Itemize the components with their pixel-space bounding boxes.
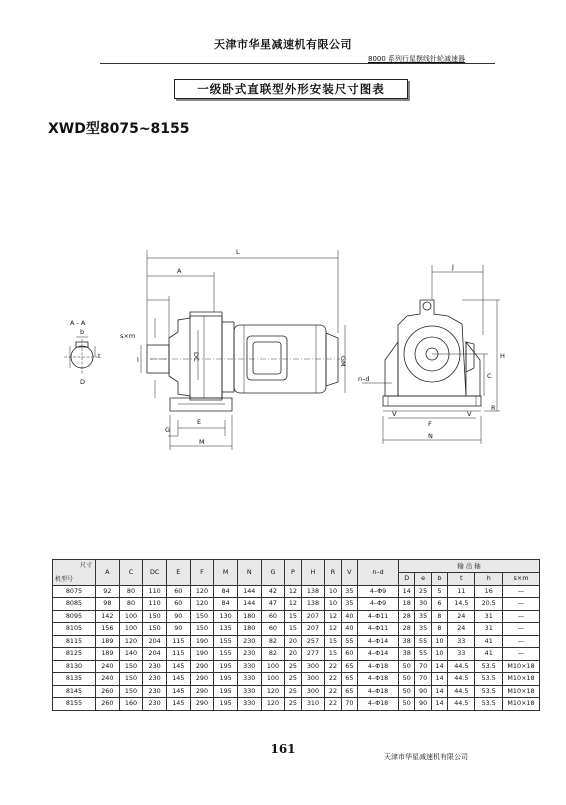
value-cell: 35	[415, 623, 431, 636]
shaft-col-header: s×m	[503, 573, 540, 586]
value-cell: 277	[301, 648, 325, 661]
value-cell: 155	[214, 635, 238, 648]
value-cell: 10	[431, 648, 447, 661]
value-cell: 138	[301, 585, 325, 598]
value-cell: 15	[285, 610, 301, 623]
model-cell: 8155	[53, 698, 96, 711]
col-header: P	[285, 560, 301, 586]
corner-bottom: 机型号	[55, 575, 74, 583]
value-cell: 100	[261, 673, 285, 686]
label-A: A	[177, 267, 182, 275]
col-header: DC	[143, 560, 167, 586]
col-header: G	[261, 560, 285, 586]
value-cell: 40	[341, 610, 357, 623]
shaft-col-header: D	[399, 573, 415, 586]
value-cell: 260	[96, 685, 120, 698]
label-D: D	[80, 378, 86, 386]
value-cell: 38	[399, 635, 415, 648]
value-cell: 60	[261, 610, 285, 623]
table-row	[53, 698, 540, 711]
value-cell: 16	[475, 585, 503, 598]
value-cell: 150	[143, 623, 167, 636]
value-cell: 11	[448, 585, 475, 598]
value-cell: 180	[237, 623, 261, 636]
label-V1: V	[392, 410, 397, 418]
value-cell: 15	[325, 635, 341, 648]
value-cell: 120	[190, 598, 214, 611]
value-cell: 6	[431, 598, 447, 611]
value-cell: 30	[415, 598, 431, 611]
value-cell: 65	[341, 685, 357, 698]
value-cell: 70	[415, 673, 431, 686]
value-cell: 150	[119, 673, 143, 686]
value-cell: 60	[341, 648, 357, 661]
value-cell: 90	[166, 610, 190, 623]
value-cell: 195	[214, 660, 238, 673]
value-cell: 10	[431, 635, 447, 648]
label-R: R	[491, 404, 496, 412]
value-cell: 55	[415, 648, 431, 661]
value-cell: 140	[119, 648, 143, 661]
shaft-col-header: t	[448, 573, 475, 586]
value-cell: —	[503, 610, 540, 623]
label-nd: n–d	[358, 375, 370, 383]
label-DC: DC	[192, 352, 200, 362]
label-G: G	[165, 426, 171, 434]
corner-top: 尺寸	[79, 562, 92, 569]
label-J: J	[452, 263, 454, 271]
value-cell: 28	[399, 623, 415, 636]
shaft-col-header: b	[431, 573, 447, 586]
value-cell: 145	[166, 698, 190, 711]
value-cell: 25	[285, 685, 301, 698]
shaft-section-view	[64, 337, 100, 375]
value-cell: 4–Φ9	[358, 598, 399, 611]
value-cell: 330	[237, 673, 261, 686]
model-cell: 8075	[53, 585, 96, 598]
model-cell: 8095	[53, 610, 96, 623]
value-cell: 42	[261, 585, 285, 598]
table-row	[53, 610, 540, 623]
value-cell: 92	[96, 585, 120, 598]
value-cell: 31	[475, 623, 503, 636]
value-cell: 160	[119, 698, 143, 711]
model-cell: 8125	[53, 648, 96, 661]
label-t: t	[98, 352, 101, 360]
value-cell: 80	[119, 585, 143, 598]
model-cell: 8145	[53, 685, 96, 698]
value-cell: 14	[431, 660, 447, 673]
value-cell: 230	[143, 685, 167, 698]
value-cell: 260	[96, 698, 120, 711]
value-cell: 50	[399, 660, 415, 673]
model-cell: 8085	[53, 598, 96, 611]
label-b: b	[80, 328, 85, 336]
value-cell: 14	[431, 685, 447, 698]
value-cell: 15	[285, 623, 301, 636]
value-cell: 33	[448, 648, 475, 661]
value-cell: —	[503, 598, 540, 611]
value-cell: 8	[431, 610, 447, 623]
value-cell: 330	[237, 685, 261, 698]
value-cell: 25	[285, 673, 301, 686]
model-cell: 8115	[53, 635, 96, 648]
value-cell: 4–Φ14	[358, 635, 399, 648]
shaft-col-header: h	[475, 573, 503, 586]
company-name: 天津市华星减速机有限公司	[214, 38, 352, 51]
value-cell: 12	[325, 610, 341, 623]
value-cell: 8	[431, 623, 447, 636]
value-cell: 35	[341, 585, 357, 598]
label-H: H	[500, 352, 505, 360]
value-cell: 82	[261, 635, 285, 648]
value-cell: 22	[325, 685, 341, 698]
value-cell: 53.5	[475, 685, 503, 698]
value-cell: 22	[325, 698, 341, 711]
value-cell: 230	[237, 635, 261, 648]
value-cell: 98	[96, 598, 120, 611]
value-cell: 4–Φ11	[358, 610, 399, 623]
value-cell: M10×18	[503, 660, 540, 673]
value-cell: 195	[214, 698, 238, 711]
label-E: E	[197, 418, 202, 426]
label-C: C	[487, 372, 492, 380]
value-cell: 14	[399, 585, 415, 598]
value-cell: 60	[261, 623, 285, 636]
value-cell: 50	[399, 685, 415, 698]
value-cell: 190	[190, 635, 214, 648]
value-cell: 4–Φ18	[358, 685, 399, 698]
value-cell: 180	[237, 610, 261, 623]
value-cell: 90	[166, 623, 190, 636]
footer-company: 天津市华星减速机有限公司	[384, 753, 468, 761]
label-N: N	[428, 432, 433, 440]
col-header: n–d	[358, 560, 399, 586]
value-cell: 10	[325, 585, 341, 598]
value-cell: —	[503, 635, 540, 648]
label-M: M	[199, 438, 205, 446]
value-cell: 138	[301, 598, 325, 611]
value-cell: 50	[399, 698, 415, 711]
series-label: 8000 系列行星摆线针轮减速器	[368, 55, 466, 63]
value-cell: M10×18	[503, 673, 540, 686]
value-cell: 300	[301, 673, 325, 686]
value-cell: 300	[301, 660, 325, 673]
value-cell: 44.5	[448, 673, 475, 686]
value-cell: 290	[190, 685, 214, 698]
label-sxm: s×m	[120, 332, 136, 340]
value-cell: 150	[190, 623, 214, 636]
value-cell: 230	[237, 648, 261, 661]
value-cell: 150	[143, 610, 167, 623]
table-corner	[53, 560, 96, 586]
value-cell: 70	[415, 660, 431, 673]
value-cell: 150	[119, 660, 143, 673]
col-header: N	[237, 560, 261, 586]
value-cell: 240	[96, 673, 120, 686]
value-cell: 5	[431, 585, 447, 598]
value-cell: 70	[341, 698, 357, 711]
col-header: A	[96, 560, 120, 586]
value-cell: 110	[143, 598, 167, 611]
table-body	[53, 585, 540, 710]
side-dimensions	[141, 250, 345, 450]
value-cell: 65	[341, 660, 357, 673]
value-cell: 204	[143, 635, 167, 648]
page-number: 161	[270, 742, 296, 756]
model-cell: 8105	[53, 623, 96, 636]
value-cell: 22	[325, 660, 341, 673]
value-cell: 144	[237, 585, 261, 598]
value-cell: 31	[475, 610, 503, 623]
table-row	[53, 673, 540, 686]
value-cell: 90	[415, 698, 431, 711]
value-cell: 240	[96, 660, 120, 673]
value-cell: 38	[399, 648, 415, 661]
value-cell: 14	[431, 673, 447, 686]
value-cell: 135	[214, 623, 238, 636]
value-cell: 100	[119, 610, 143, 623]
value-cell: 290	[190, 673, 214, 686]
model-cell: 8130	[53, 660, 96, 673]
col-header: M	[214, 560, 238, 586]
value-cell: 195	[214, 673, 238, 686]
value-cell: 4–Φ18	[358, 673, 399, 686]
label-L: L	[236, 248, 240, 256]
value-cell: 100	[261, 660, 285, 673]
value-cell: 44.5	[448, 685, 475, 698]
col-header: E	[166, 560, 190, 586]
table-row	[53, 660, 540, 673]
value-cell: 82	[261, 648, 285, 661]
table-row	[53, 585, 540, 598]
value-cell: 120	[261, 685, 285, 698]
value-cell: 230	[143, 673, 167, 686]
value-cell: 10	[325, 598, 341, 611]
value-cell: 195	[214, 685, 238, 698]
value-cell: 189	[96, 648, 120, 661]
value-cell: —	[503, 623, 540, 636]
value-cell: 24	[448, 610, 475, 623]
value-cell: 44.5	[448, 698, 475, 711]
value-cell: 4–Φ14	[358, 648, 399, 661]
value-cell: 55	[341, 635, 357, 648]
value-cell: 150	[190, 610, 214, 623]
value-cell: 120	[261, 698, 285, 711]
table-row	[53, 598, 540, 611]
value-cell: 150	[119, 685, 143, 698]
dimension-table	[52, 559, 540, 711]
value-cell: —	[503, 648, 540, 661]
front-view	[383, 300, 481, 411]
table-row	[53, 648, 540, 661]
drawing-labels	[70, 248, 505, 446]
value-cell: 84	[214, 585, 238, 598]
value-cell: 12	[285, 585, 301, 598]
value-cell: 90	[415, 685, 431, 698]
value-cell: 145	[166, 660, 190, 673]
value-cell: 100	[119, 623, 143, 636]
value-cell: 84	[214, 598, 238, 611]
value-cell: 25	[285, 698, 301, 711]
value-cell: 120	[190, 585, 214, 598]
value-cell: 14.5	[448, 598, 475, 611]
value-cell: M10×18	[503, 685, 540, 698]
table-row	[53, 623, 540, 636]
value-cell: 20	[285, 635, 301, 648]
value-cell: 190	[190, 648, 214, 661]
value-cell: 65	[341, 673, 357, 686]
shaft-group-header: 输 出 轴	[399, 560, 540, 573]
col-header: C	[119, 560, 143, 586]
value-cell: 25	[285, 660, 301, 673]
value-cell: 4–Φ9	[358, 585, 399, 598]
value-cell: 41	[475, 635, 503, 648]
value-cell: 115	[166, 635, 190, 648]
label-section: A - A	[70, 319, 86, 327]
value-cell: 40	[341, 623, 357, 636]
col-header: F	[190, 560, 214, 586]
value-cell: 25	[415, 585, 431, 598]
value-cell: 290	[190, 660, 214, 673]
value-cell: 53.5	[475, 698, 503, 711]
value-cell: M10×18	[503, 698, 540, 711]
value-cell: 230	[143, 698, 167, 711]
value-cell: 33	[448, 635, 475, 648]
value-cell: 120	[119, 635, 143, 648]
value-cell: 12	[285, 598, 301, 611]
value-cell: 189	[96, 635, 120, 648]
value-cell: 20.5	[475, 598, 503, 611]
value-cell: 330	[237, 660, 261, 673]
page-title: 一级卧式直联型外形安装尺寸图表	[174, 79, 408, 99]
value-cell: 115	[166, 648, 190, 661]
value-cell: 144	[237, 598, 261, 611]
value-cell: 310	[301, 698, 325, 711]
value-cell: 207	[301, 623, 325, 636]
value-cell: 257	[301, 635, 325, 648]
value-cell: 155	[214, 648, 238, 661]
value-cell: 230	[143, 660, 167, 673]
value-cell: 110	[143, 585, 167, 598]
value-cell: 35	[341, 598, 357, 611]
value-cell: 60	[166, 585, 190, 598]
front-dimensions	[362, 265, 500, 444]
value-cell: 15	[325, 648, 341, 661]
value-cell: 12	[325, 623, 341, 636]
value-cell: 20	[285, 648, 301, 661]
value-cell: 4–Φ11	[358, 623, 399, 636]
value-cell: 22	[325, 673, 341, 686]
label-GM: GM	[339, 356, 347, 367]
value-cell: 300	[301, 685, 325, 698]
value-cell: 53.5	[475, 673, 503, 686]
col-header: H	[301, 560, 325, 586]
value-cell: 14	[431, 698, 447, 711]
value-cell: 47	[261, 598, 285, 611]
value-cell: 53.5	[475, 660, 503, 673]
model-heading: XWD型8075~8155	[48, 121, 190, 137]
value-cell: 24	[448, 623, 475, 636]
value-cell: 330	[237, 698, 261, 711]
col-header: R	[325, 560, 341, 586]
value-cell: 145	[166, 685, 190, 698]
label-V2: V	[467, 410, 472, 418]
model-cell: 8135	[53, 673, 96, 686]
value-cell: 80	[119, 598, 143, 611]
shaft-col-header: e	[415, 573, 431, 586]
value-cell: —	[503, 585, 540, 598]
value-cell: 4–Φ18	[358, 660, 399, 673]
label-l: l	[137, 356, 139, 364]
label-F: F	[428, 420, 432, 428]
value-cell: 28	[399, 610, 415, 623]
value-cell: 18	[399, 598, 415, 611]
value-cell: 4–Φ18	[358, 698, 399, 711]
table-row	[53, 635, 540, 648]
table-row	[53, 685, 540, 698]
value-cell: 290	[190, 698, 214, 711]
value-cell: 55	[415, 635, 431, 648]
value-cell: 60	[166, 598, 190, 611]
value-cell: 207	[301, 610, 325, 623]
value-cell: 142	[96, 610, 120, 623]
value-cell: 204	[143, 648, 167, 661]
value-cell: 156	[96, 623, 120, 636]
col-header: V	[341, 560, 357, 586]
value-cell: 35	[415, 610, 431, 623]
side-view	[147, 312, 340, 411]
value-cell: 44.5	[448, 660, 475, 673]
value-cell: 41	[475, 648, 503, 661]
value-cell: 145	[166, 673, 190, 686]
value-cell: 130	[214, 610, 238, 623]
value-cell: 50	[399, 673, 415, 686]
